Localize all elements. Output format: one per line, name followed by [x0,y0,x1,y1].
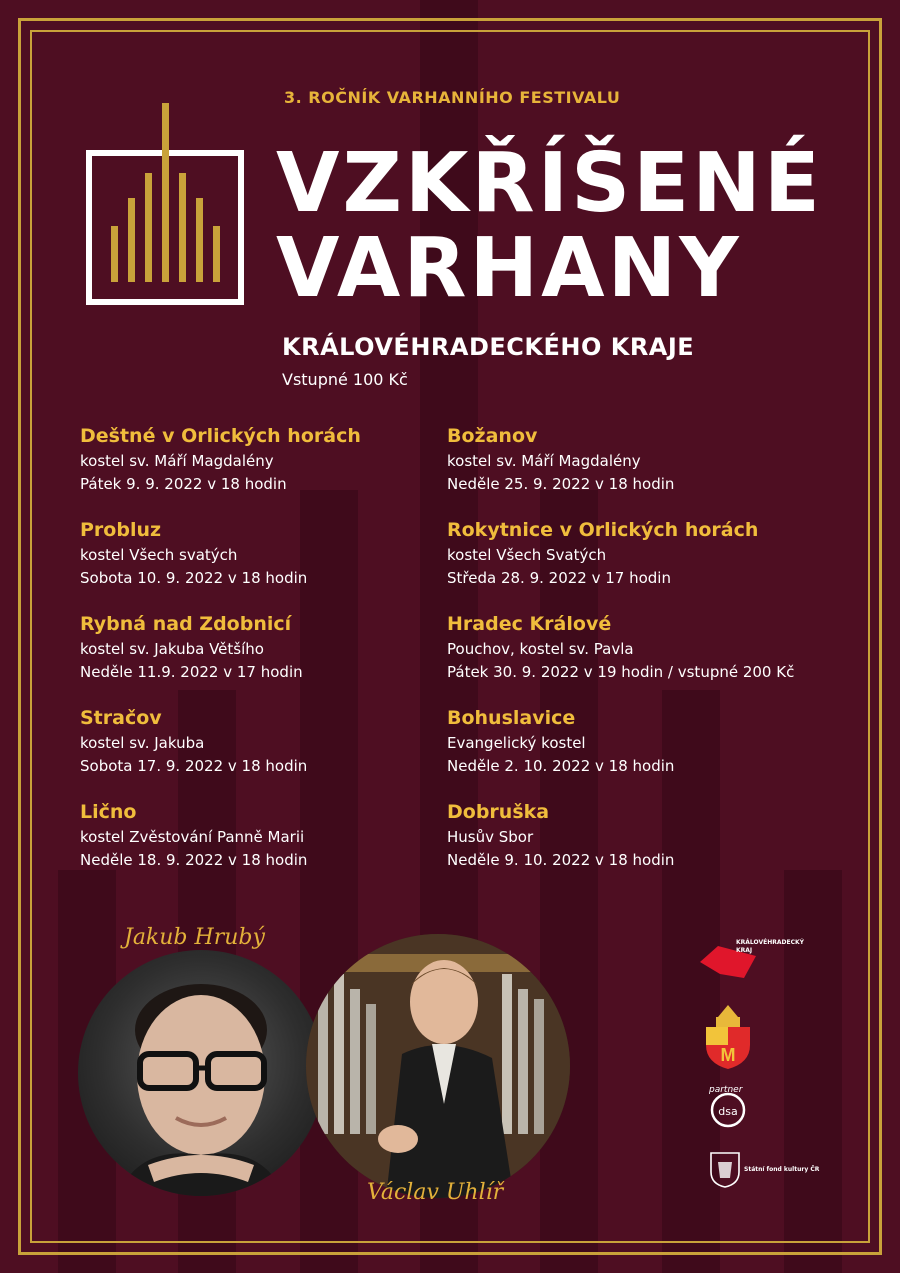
event-item [447,424,674,496]
partner-logo-label: partner [709,1085,743,1095]
festival-title-line1: VZKŘÍŠENÉ [276,136,823,231]
event-item [80,518,307,590]
event-date: Středa 28. 9. 2022 v 17 hodin [447,569,671,587]
portrait-photo-right [306,934,570,1198]
event-date: Neděle 11.9. 2022 v 17 hodin [80,663,303,681]
event-item [447,706,674,778]
festival-edition: 3. ROČNÍK VARHANNÍHO FESTIVALU [284,88,621,107]
event-place: Hradec Králové [447,613,612,635]
event-item [447,518,758,590]
event-item [447,612,794,684]
event-place: Probluz [80,519,162,541]
event-place: Deštné v Orlických horách [80,425,361,447]
event-date: Pátek 30. 9. 2022 v 19 hodin / vstupné 200 Kč [447,663,795,681]
event-place: Stračov [80,707,162,729]
event-date: Neděle 9. 10. 2022 v 18 hodin [447,851,675,869]
event-venue: kostel Všech svatých [80,546,238,564]
performer-name-left: Jakub Hrubý [124,925,265,950]
event-item [80,800,307,872]
organ-pipe-icon [111,226,118,282]
event-date: Neděle 18. 9. 2022 v 18 hodin [80,851,308,869]
entry-fee: Vstupné 100 Kč [282,370,408,389]
event-venue: Husův Sbor [447,828,534,846]
organ-pipe-icon [128,198,135,282]
event-venue: kostel Zvěstování Panně Marii [80,828,305,846]
event-date: Sobota 10. 9. 2022 v 18 hodin [80,569,308,587]
organ-pipe-icon [213,226,220,282]
event-place: Dobruška [447,801,550,823]
event-place: Lično [80,801,137,823]
event-date: Pátek 9. 9. 2022 v 18 hodin [80,475,287,493]
event-item [447,800,674,872]
event-venue: kostel sv. Máří Magdalény [80,452,274,470]
event-date: Neděle 2. 10. 2022 v 18 hodin [447,757,675,775]
kraj-logo-text [736,939,804,955]
event-venue: kostel sv. Máří Magdalény [447,452,641,470]
organ-pipe-icon [162,103,169,282]
event-venue: Evangelický kostel [447,734,586,752]
church-coat-of-arms-icon [702,1005,754,1069]
organ-pipe-icon [145,173,152,282]
svg-text:M: M [720,1045,736,1065]
festival-title-line2: VARHANY [276,221,742,316]
organ-pipe-icon [179,173,186,282]
event-venue: kostel sv. Jakuba [80,734,205,752]
event-place: Rokytnice v Orlických horách [447,519,759,541]
event-place: Bohuslavice [447,707,576,729]
portrait-illustration [306,934,570,1198]
event-item [80,612,303,684]
kraj-logo-line1: KRÁLOVÉHRADECKÝ [736,939,804,946]
event-item [80,424,361,496]
portrait-photo-left [78,950,324,1196]
festival-region: KRÁLOVÉHRADECKÉHO KRAJE [282,333,695,361]
kraj-logo-line2: KRAJ [736,947,753,954]
event-date: Neděle 25. 9. 2022 v 18 hodin [447,475,675,493]
event-date: Sobota 17. 9. 2022 v 18 hodin [80,757,308,775]
state-fund-text: Státní fond kultury ČR [744,1166,820,1173]
event-venue: Pouchov, kostel sv. Pavla [447,640,634,658]
event-place: Rybná nad Zdobnicí [80,613,292,635]
event-venue: kostel Všech Svatých [447,546,607,564]
event-item [80,706,307,778]
organ-pipe-icon [196,198,203,282]
portrait-illustration [78,950,324,1196]
event-place: Božanov [447,425,538,447]
state-fund-emblem-icon [710,1152,740,1188]
partner-logo-mark: dsa [718,1105,738,1118]
performer-name-right: Václav Uhlíř [367,1180,504,1205]
event-venue: kostel sv. Jakuba Většího [80,640,264,658]
